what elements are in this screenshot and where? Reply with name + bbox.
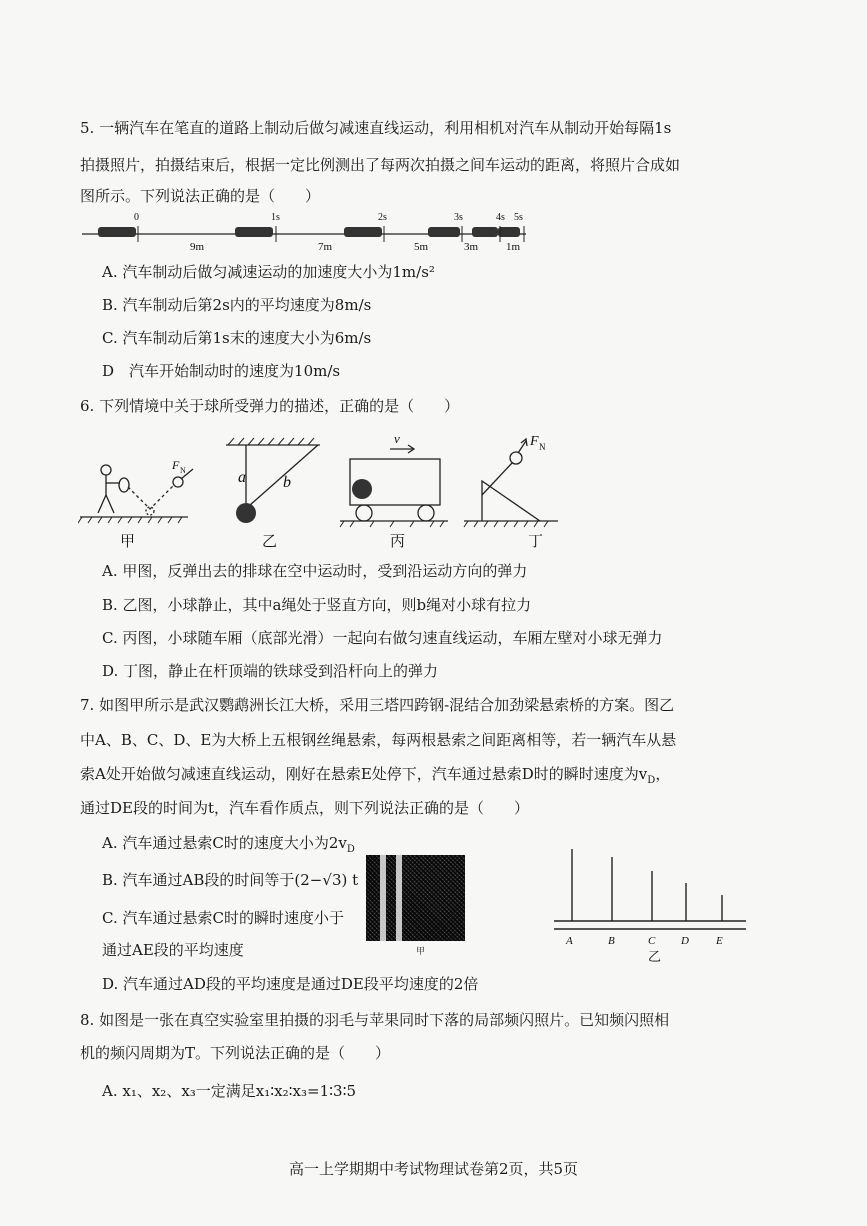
q5-stem-line3: 图所示。下列说法正确的是（ ） <box>80 187 321 205</box>
time-label-4: 4s <box>496 212 505 223</box>
cable-label-b: B <box>608 935 615 947</box>
time-label-5: 5s <box>514 212 523 223</box>
q5-stem-line2: 拍摄照片，拍摄结束后，根据一定比例测出了每两次拍摄之间车运动的距离，将照片合成如 <box>80 156 681 174</box>
fn-sub-jia: N <box>180 466 186 475</box>
ball-icon <box>352 479 372 499</box>
distance-label-4: 3m <box>464 241 479 253</box>
photo-caption: 甲 <box>416 947 426 957</box>
q8-option-a: A. x₁、x₂、x₃一定满足x₁∶x₂∶x₃=1∶3∶5 <box>102 1082 357 1100</box>
distance-label-5: 1m <box>506 241 521 253</box>
fn-label-jia: F <box>172 458 180 472</box>
cable-label-e: E <box>716 935 723 947</box>
q6-option-b: B. 乙图，小球静止，其中a绳处于竖直方向，则b绳对小球有拉力 <box>102 596 532 614</box>
cable-label-d: D <box>681 935 689 947</box>
caption-bing: 丙 <box>390 534 406 550</box>
fn-sub-ding: N <box>539 442 546 452</box>
cable-label-a: A <box>566 935 573 947</box>
time-label-3: 3s <box>454 212 463 223</box>
q7-option-c-line2: 通过AE段的平均速度 <box>102 941 244 959</box>
rope-label-a: a <box>238 469 246 486</box>
bridge-photo <box>366 855 465 941</box>
distance-label-2: 7m <box>318 241 333 253</box>
q5-stem-line1: 5. 一辆汽车在笔直的道路上制动后做匀减速直线运动，利用相机对汽车从制动开始每隔1s <box>80 119 672 137</box>
caption-jia: 甲 <box>120 534 136 550</box>
fn-label-ding: F <box>530 434 539 449</box>
fig-jia <box>80 465 193 517</box>
q5-option-c: C. 汽车制动后第1s末的速度大小为6m/s <box>102 329 372 347</box>
caption-ding: 丁 <box>528 534 544 550</box>
q6-figure <box>78 425 558 550</box>
car-icon <box>472 227 498 237</box>
q5-option-d: D 汽车开始制动时的速度为10m/s <box>102 362 341 380</box>
q7-stem-line3: 索A处开始做匀减速直线运动，刚好在悬索E处停下，汽车通过悬索D时的瞬时速度为$v_D$， <box>80 765 671 786</box>
q8-stem-line1: 8. 如图是一张在真空实验室里拍摄的羽毛与苹果同时下落的局部频闪照片。已知频闪照相 <box>80 1011 670 1029</box>
q8-stem-line2: 机的频闪周期为T。下列说法正确的是（ ） <box>80 1044 391 1062</box>
car-icon <box>344 227 382 237</box>
q7-option-a: A. 汽车通过悬索C时的速度大小为$2v_D$ <box>102 834 355 855</box>
car-icon <box>98 227 136 237</box>
time-label-2: 2s <box>378 212 387 223</box>
car-icon <box>498 227 520 237</box>
distance-label-1: 9m <box>190 241 205 253</box>
distance-label-3: 5m <box>414 241 429 253</box>
q6-stem: 6. 下列情境中关于球所受弹力的描述，正确的是（ ） <box>80 397 460 415</box>
time-label-0: 0 <box>134 212 139 223</box>
q7-stem-line1: 7. 如图甲所示是武汉鹦鹉洲长江大桥，采用三塔四跨钢-混结合加劲梁悬索桥的方案。图乙 <box>80 696 675 714</box>
q6-option-c: C. 丙图，小球随车厢（底部光滑）一起向右做匀速直线运动，车厢左壁对小球无弹力 <box>102 629 663 647</box>
page-footer: 高一上学期期中考试物理试卷第2页，共5页 <box>288 1160 579 1178</box>
q7-option-d: D. 汽车通过AD段的平均速度是通过DE段平均速度的2倍 <box>102 975 479 993</box>
car-icon <box>428 227 460 237</box>
q5-option-a: A. 汽车制动后做匀减速运动的加速度大小为1m/s² <box>102 263 435 281</box>
car-icon <box>235 227 273 237</box>
q6-option-a: A. 甲图，反弹出去的排球在空中运动时，受到沿运动方向的弹力 <box>102 562 528 580</box>
q6-option-d: D. 丁图，静止在杆顶端的铁球受到沿杆向上的弹力 <box>102 662 439 680</box>
suspension-diagram <box>554 845 750 963</box>
q5-timeline-figure <box>78 208 538 258</box>
diagram-caption: 乙 <box>648 949 662 963</box>
q7-option-b: B. 汽车通过AB段的时间等于(2−√3) t <box>102 871 359 889</box>
q7-stem-line2: 中A、B、C、D、E为大桥上五根钢丝绳悬索，每两根悬索之间距离相等，若一辆汽车从悬 <box>80 731 677 749</box>
q7-option-c-line1: C. 汽车通过悬索C时的瞬时速度小于 <box>102 909 344 927</box>
q5-option-b: B. 汽车制动后第2s内的平均速度为8m/s <box>102 296 372 314</box>
caption-yi: 乙 <box>262 534 278 550</box>
time-label-1: 1s <box>271 212 280 223</box>
q7-stem-line4: 通过DE段的时间为t，汽车看作质点，则下列说法正确的是（ ） <box>80 799 530 817</box>
rope-label-b: b <box>283 474 291 491</box>
velocity-label: v <box>394 431 400 446</box>
cable-label-c: C <box>648 935 656 947</box>
ball-icon <box>236 503 256 523</box>
